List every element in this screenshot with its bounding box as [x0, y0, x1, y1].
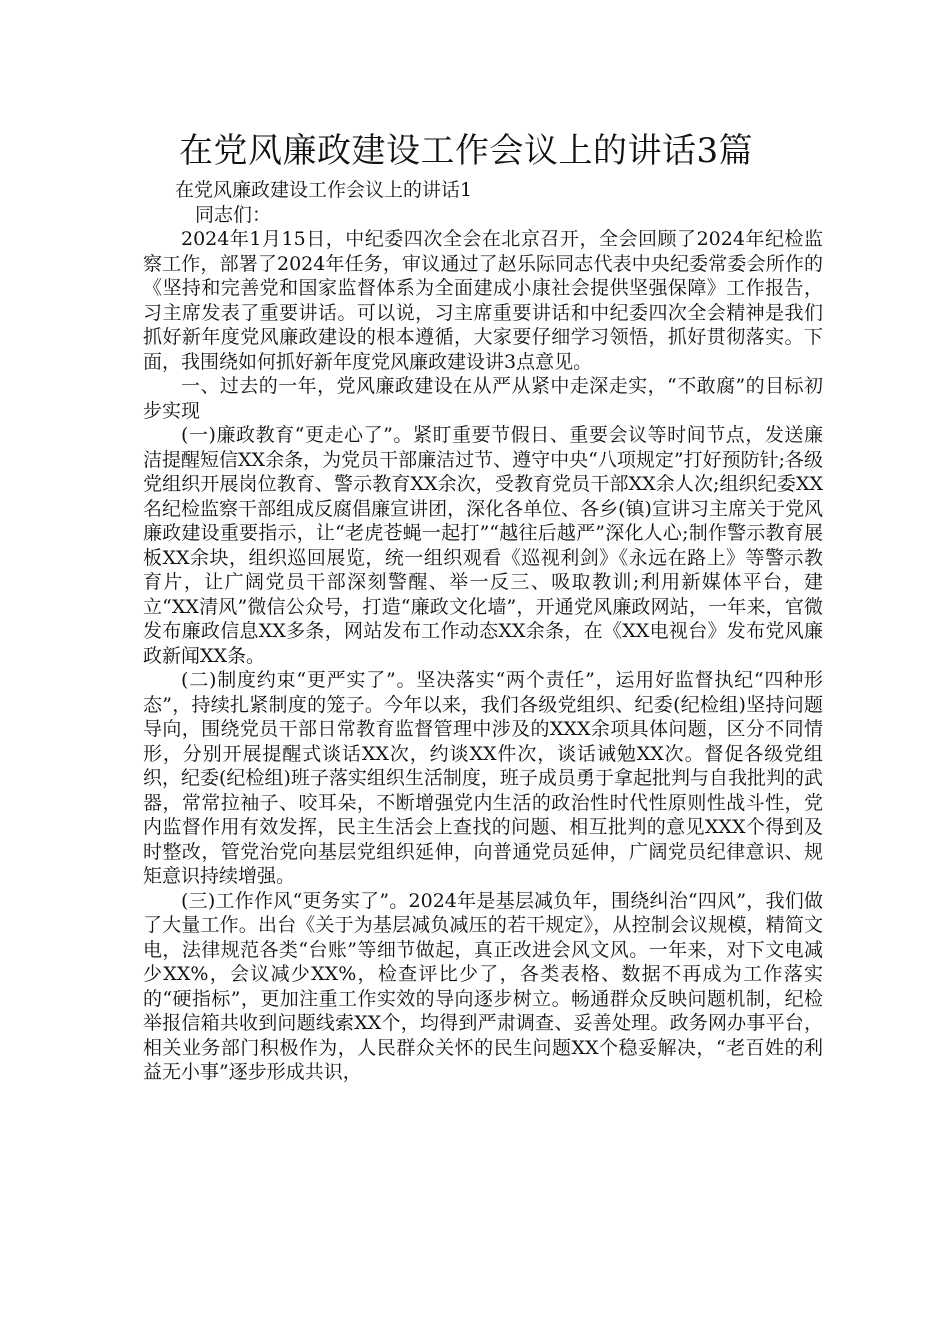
paragraph-workstyle: (三)工作作风“更务实了”。2024年是基层减负年，围绕纠治“四风”，我们做了大量工作。出台《关于为基层减负减压的若干规定》，从控制会议规模，精简文电，法律规范各类“台账”等细节做起，真正改进会风文风。一年来，对下文电减少XX%，会议减少XX%，检查评比少了，各类表格、数据不再成为工作落实的“硬指标”，更加注重工作实效的导向逐步树立。畅通群众反映问题机制，纪检举报信箱共收到问题线索XX个，均得到严肃调查、妥善处理。政务网办事平台，相关业务部门积极作为，人民群众关怀的民生问题XX个稳妥解决，“老百姓的利益无小事”逐步形成共识， — [143, 889, 823, 1083]
section-heading-1: 一、过去的一年，党风廉政建设在从严从紧中走深走实，“不敢腐”的目标初步实现 — [143, 375, 823, 422]
speech-subtitle: 在党风廉政建设工作会议上的讲话1 — [175, 179, 473, 201]
paragraph-intro: 2024年1月15日，中纪委四次全会在北京召开，全会回顾了2024年纪检监察工作，部署了2024年任务，审议通过了赵乐际同志代表中央纪委常委会所作的《坚持和完善党和国家监督体系为全面建成小康社会提供坚强保障》工作报告，习主席发表了重要讲话。可以说，习主席重要讲话和中纪委四次全会精神是我们抓好新年度党风廉政建设的根本遵循，大家要仔细学习领悟，抓好贯彻落实。下面，我围绕如何抓好新年度党风廉政建设讲3点意见。 — [143, 228, 823, 373]
document-title: 在党风廉政建设工作会议上的讲话3篇 — [179, 131, 754, 171]
salutation: 同志们： — [195, 203, 272, 226]
document-body — [143, 130, 823, 1085]
paragraph-education: (一)廉政教育“更走心了”。紧盯重要节假日、重要会议等时间节点，发送廉洁提醒短信XX余条，为党员干部廉洁过节、遵守中央“八项规定”打好预防针;各级党组织开展岗位教育、警示教育XX余次，受教育党员干部XX余人次;组织纪委XX名纪检监察干部组成反腐倡廉宣讲团，深化各单位、各乡(镇)宣讲习主席关于党风廉政建设重要指示，让“老虎苍蝇一起打”“越往后越严”深化人心;制作警示教育展板XX余块，组织巡回展览，统一组织观看《巡视利剑》《永远在路上》等警示教育片，让广阔党员干部深刻警醒、举一反三、吸取教训;利用新媒体平台，建立“XX清风”微信公众号，打造“廉政文化墙”，开通党风廉政网站，一年来，官微发布廉政信息XX多条，网站发布工作动态XX余条，在《XX电视台》发布党风廉政新闻XX条。 — [143, 424, 823, 667]
paragraph-system: (二)制度约束“更严实了”。坚决落实“两个责任”，运用好监督执纪“四种形态”，持续扎紧制度的笼子。今年以来，我们各级党组织、纪委(纪检组)坚持问题导向，围绕党员干部日常教育监督管理中涉及的XXX余项具体问题，区分不同情形，分别开展提醒式谈话XX次，约谈XX件次，谈话诫勉XX次。督促各级党组织，纪委(纪检组)班子落实组织生活制度，班子成员勇于拿起批判与自我批判的武器，常常拉袖子、咬耳朵，不断增强党内生活的政治性时代性原则性战斗性，党内监督作用有效发挥，民主生活会上查找的问题、相互批判的意见XXX个得到及时整改，管党治党向基层党组织延伸，向普通党员延伸，广阔党员纪律意识、规矩意识持续增强。 — [143, 669, 823, 887]
